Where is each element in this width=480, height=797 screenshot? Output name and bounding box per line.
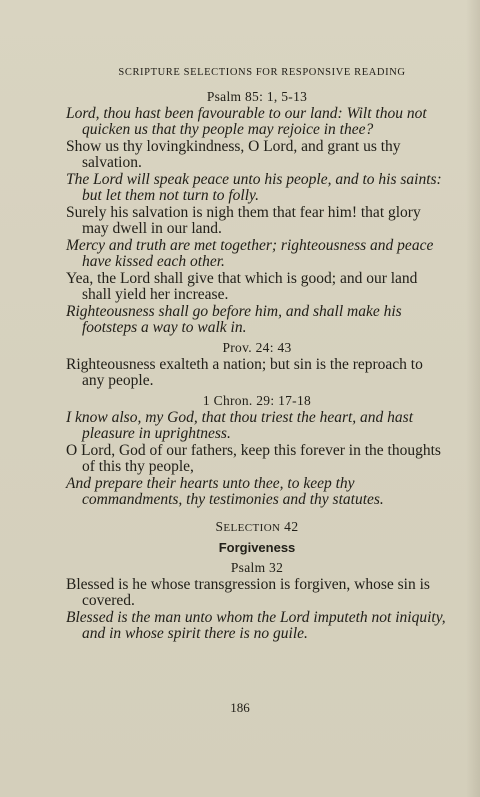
responsive-verse: The Lord will speak peace unto his people, and to his saints: but let them not turn to folly.: [66, 171, 442, 204]
scripture-reference: Psalm 32: [230, 560, 284, 575]
page-edge-shadow: [466, 0, 480, 797]
leader-verse: Show us thy lovingkindness, O Lord, and grant us thy salvation.: [66, 138, 401, 171]
scripture-reference: 1 Chron. 29: 17-18: [202, 393, 312, 408]
scripture-reference: Prov. 24: 43: [222, 340, 292, 355]
selection-topic: Forgiveness: [218, 540, 296, 555]
responsive-verse: And prepare their hearts unto thee, to keep thy commandments, thy testimonies and thy statutes.: [66, 475, 384, 508]
reading-1-chronicles-29: [66, 410, 448, 508]
responsive-verse: Blessed is the man unto whom the Lord imputeth not iniquity, and in whose spirit there is no guile.: [66, 609, 446, 642]
leader-verse: Blessed is he whose transgression is forgiven, whose sin is covered.: [66, 576, 430, 609]
responsive-verse: Lord, thou hast been favourable to our land: Wilt thou not quicken us that thy people may rejoice in thee?: [66, 105, 427, 138]
leader-verse: O Lord, God of our fathers, keep this forever in the thoughts of this thy people,: [66, 442, 441, 475]
leader-verse: Righteousness exalteth a nation; but sin is the reproach to any people.: [66, 356, 423, 389]
reading-proverbs-24: [66, 357, 448, 389]
leader-verse: Surely his salvation is nigh them that fear him! that glory may dwell in our land.: [66, 204, 421, 237]
reading-psalm-32: [66, 577, 448, 642]
selection-number: 42: [284, 519, 299, 534]
responsive-verse: I know also, my God, that thou triest the heart, and hast pleasure in uprightness.: [66, 409, 414, 442]
leader-verse: Yea, the Lord shall give that which is good; and our land shall yield her increase.: [66, 270, 418, 303]
responsive-verse: Righteousness shall go before him, and shall make his footsteps a way to walk in.: [66, 303, 402, 336]
responsive-verse: Mercy and truth are met together; righteousness and peace have kissed each other.: [66, 237, 434, 270]
page-number: 186: [230, 700, 250, 715]
selection-word: ELECTION: [223, 522, 281, 534]
selection-initial: S: [215, 519, 224, 534]
scripture-reference: Psalm 85: 1, 5-13: [206, 89, 308, 104]
reading-psalm-85: [66, 106, 448, 336]
running-header: SCRIPTURE SELECTIONS FOR RESPONSIVE READING: [118, 67, 406, 78]
selection-heading: [66, 518, 448, 537]
page-body: [66, 88, 448, 643]
